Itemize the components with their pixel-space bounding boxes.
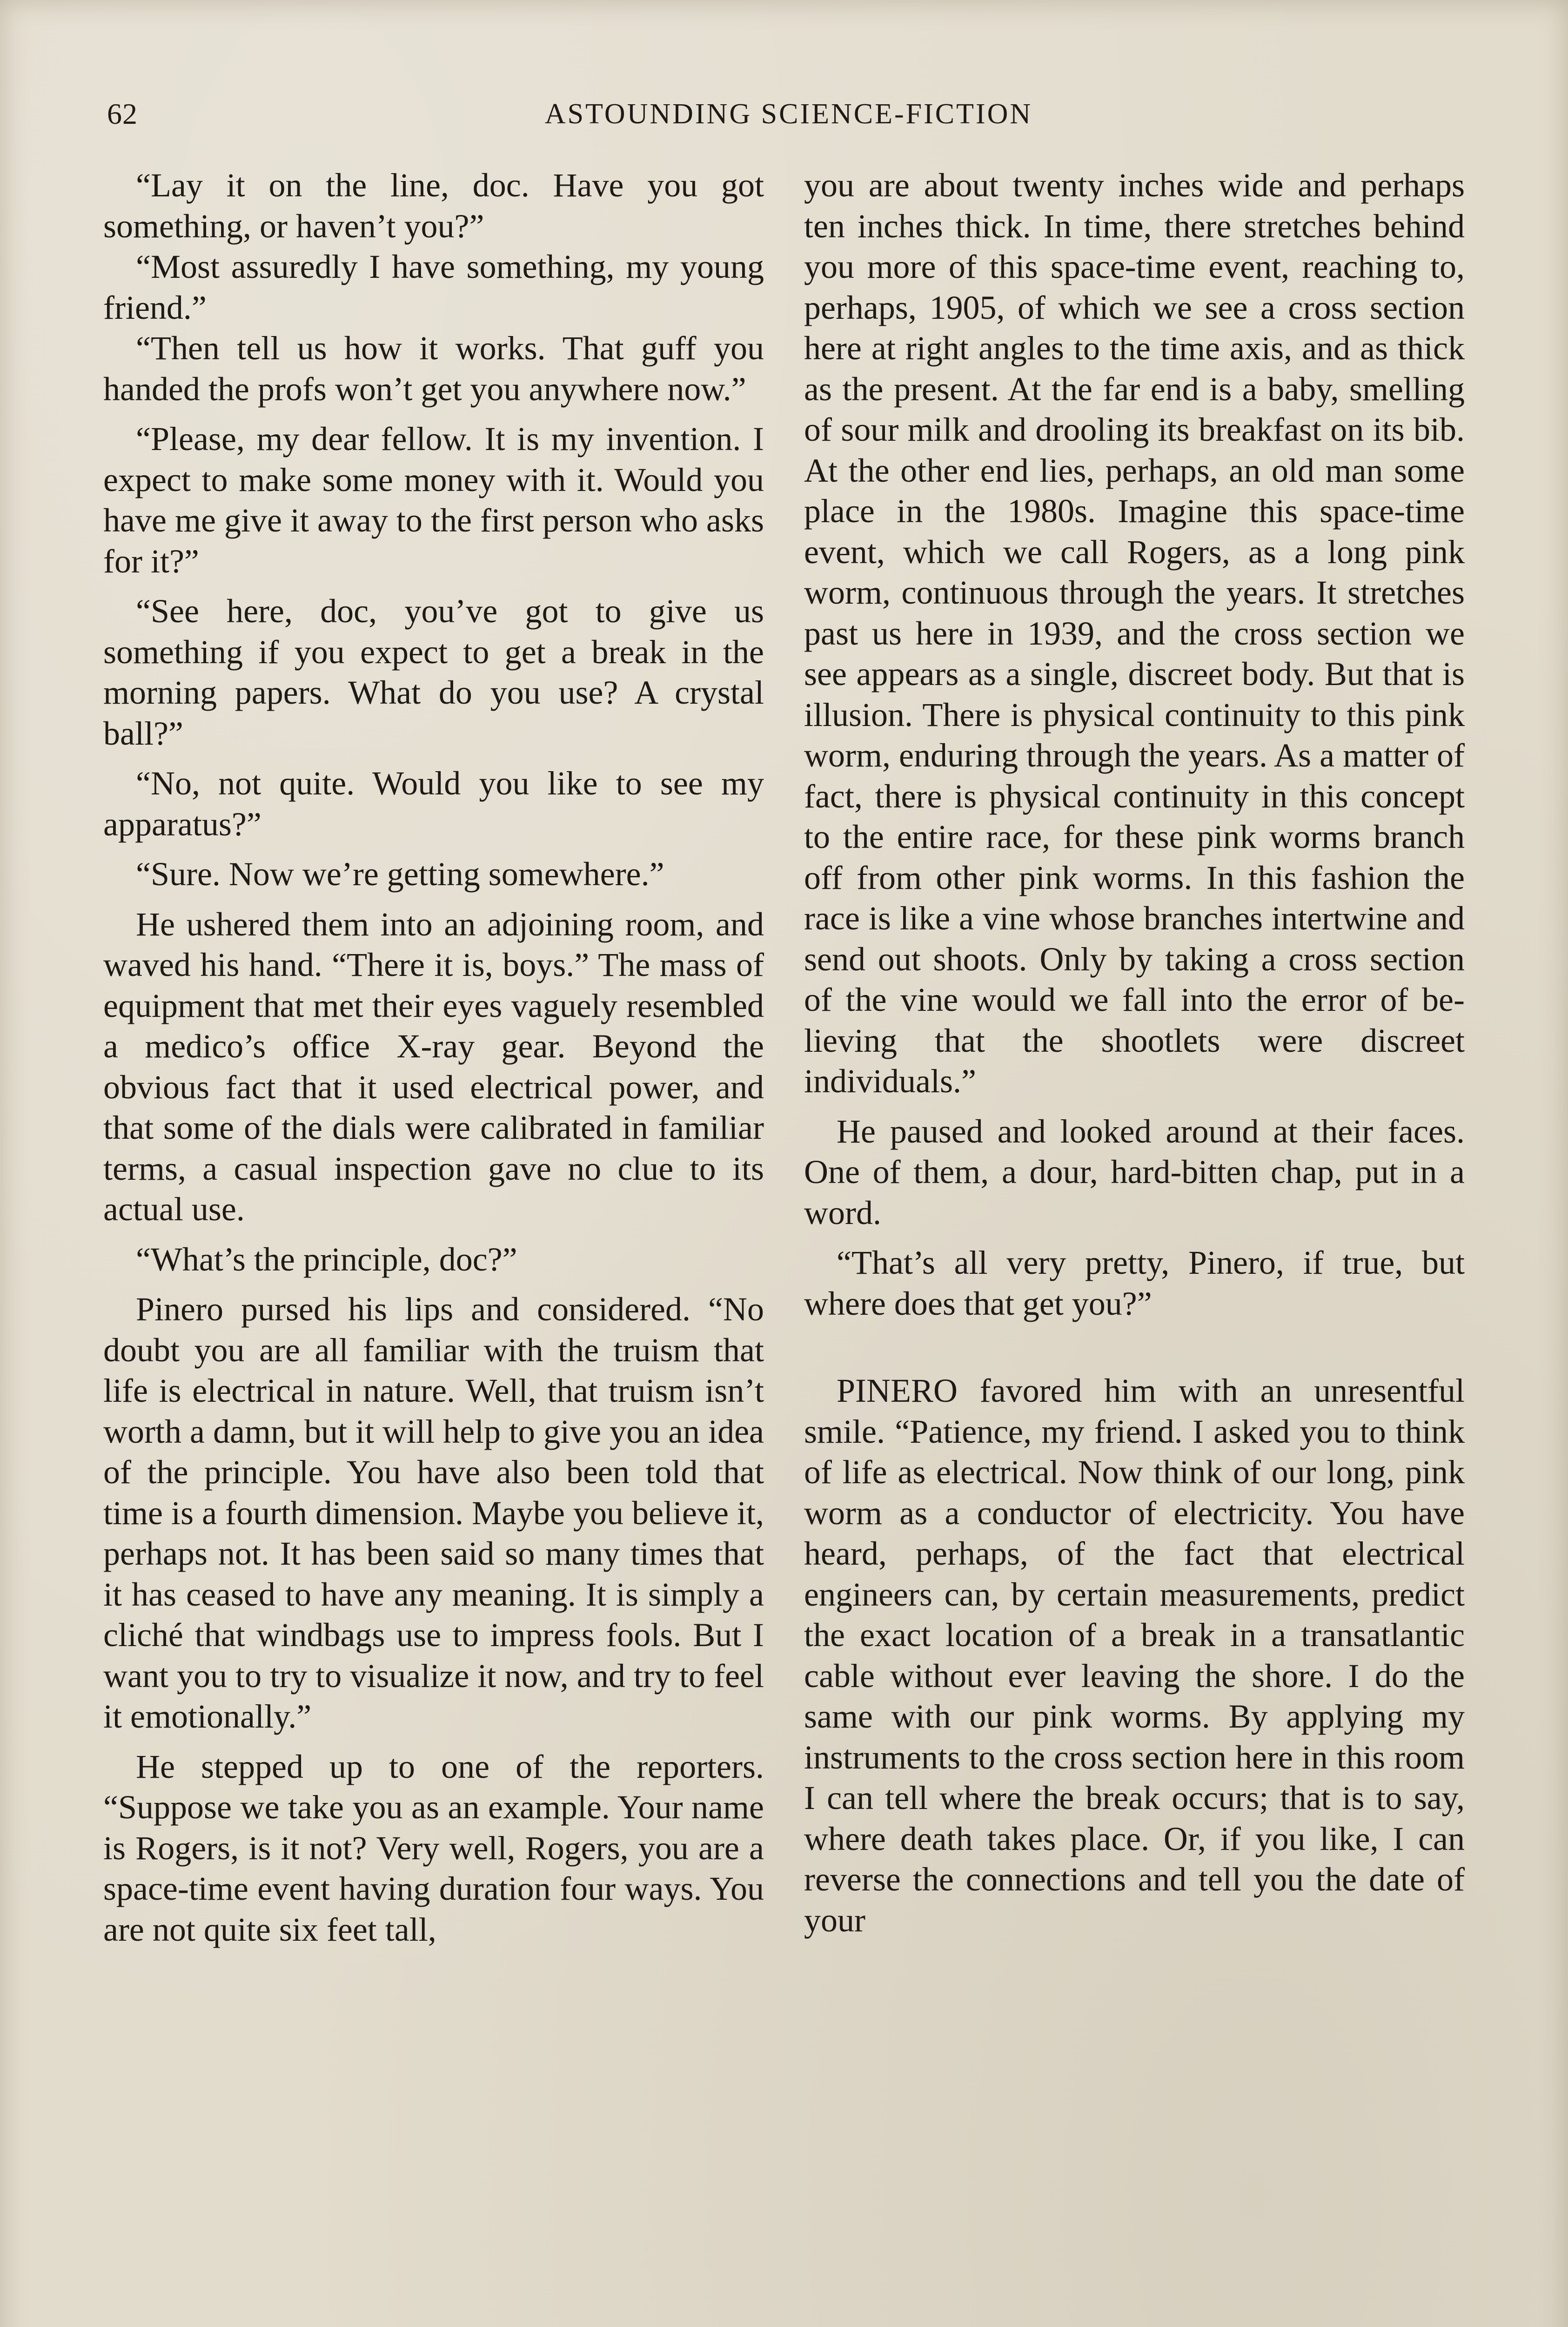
paragraph: “See here, doc, you’ve got to give us something if you expect to get a break in the morning papers. What do you use? A crystal ball?” [103, 592, 764, 752]
paragraph: He paused and looked around at their faces. One of them, a dour, hard-bitten chap, put in a word. [804, 1112, 1465, 1231]
right-column [804, 165, 1465, 2306]
left-column [103, 165, 764, 2306]
paragraph: you are about twenty inches wide and perhaps ten inches thick. In time, there stretches behind you more of this space-time event, reaching to, perhaps, 1905, of which we see a cross section here at right angles to the time axis, and as thick as the present. At the far end is a baby, smelling of sour milk and drooling its breakfast on its bib. At the other end lies, perhaps, an old man some place in the 1980s. Imagine this space-time event, which we call Rogers, as a long pink worm, continuous through the years. It stretches past us here in 1939, and the cross section we see appears as a single, discreet body. But that is illusion. There is physical continuity to this pink worm, enduring through the years. As a matter of fact, there is physical continuity in this concept to the entire race, for these pink worms branch off from other pink worms. In this fashion the race is like a vine whose branches intertwine and send out shoots. Only by taking a cross section of the vine would we fall into the error of believing that the shootlets were discreet individuals.” [804, 167, 1465, 1100]
paragraph: “No, not quite. Would you like to see my apparatus?” [103, 765, 764, 843]
paragraph: Pinero pursed his lips and considered. “No doubt you are all familiar with the truism that life is electrical in nature. Well, that truism isn’t worth a damn, but it will help to give you an idea of the principle. You have also been told that time is a fourth dimension. Maybe you believe it, perhaps not. It has been said so many times that it has ceased to have any meaning. It is simply a cliché that windbags use to impress fools. But I want you to try to visualize it now, and try to feel it emotionally.” [103, 1291, 764, 1735]
paragraph: “That’s all very pretty, Pinero, if true, but where does that get you?” [804, 1244, 1465, 1322]
paragraph: “Sure. Now we’re getting somewhere.” [136, 855, 664, 893]
paragraph: “Lay it on the line, doc. Have you got something, or haven’t you?” [103, 167, 764, 245]
page-header [107, 93, 1470, 135]
paragraph: He stepped up to one of the reporters. “Suppose we take you as an example. Your name is Rogers, is it not? Very well, Rogers, you are a space-time event having duration four ways. You are not quite six feet tall, [103, 1748, 764, 1948]
paragraph: He ushered them into an adjoining room, and waved his hand. “There it is, boys.” The mass of equipment that met their eyes vaguely resembled a medico’s office X-ray gear. Beyond the obvious fact that it used electrical power, and that some of the dials were calibrated in familiar terms, a casual inspection gave no clue to its actual use. [103, 905, 764, 1228]
running-title: ASTOUNDING SCIENCE-FICTION [544, 98, 1033, 130]
paragraph: “Most assuredly I have something, my young friend.” [103, 248, 764, 326]
paragraph: “What’s the principle, doc?” [136, 1240, 517, 1278]
paragraph: “Please, my dear fellow. It is my invention. I expect to make some money with it. Would you have me give it away to the first person who asks for it?” [103, 420, 764, 580]
page-number: 62 [107, 97, 138, 130]
paragraph: “Then tell us how it works. That guff you handed the profs won’t get you anywhere now.” [103, 330, 764, 408]
paragraph: PINERO favored him with an unresentful smile. “Patience, my friend. I asked you to think of life as electrical. Now think of our long, pink worm as a conductor of electricity. You have heard, perhaps, of the fact that electrical engineers can, by certain measurements, predict the exact location of a break in a transatlantic cable without ever leaving the shore. I do the same with our pink worms. By applying my instruments to the cross section here in this room I can tell where the break occurs; that is to say, where death takes place. Or, if you like, I can reverse the connections and tell you the date of your [804, 1372, 1465, 1939]
